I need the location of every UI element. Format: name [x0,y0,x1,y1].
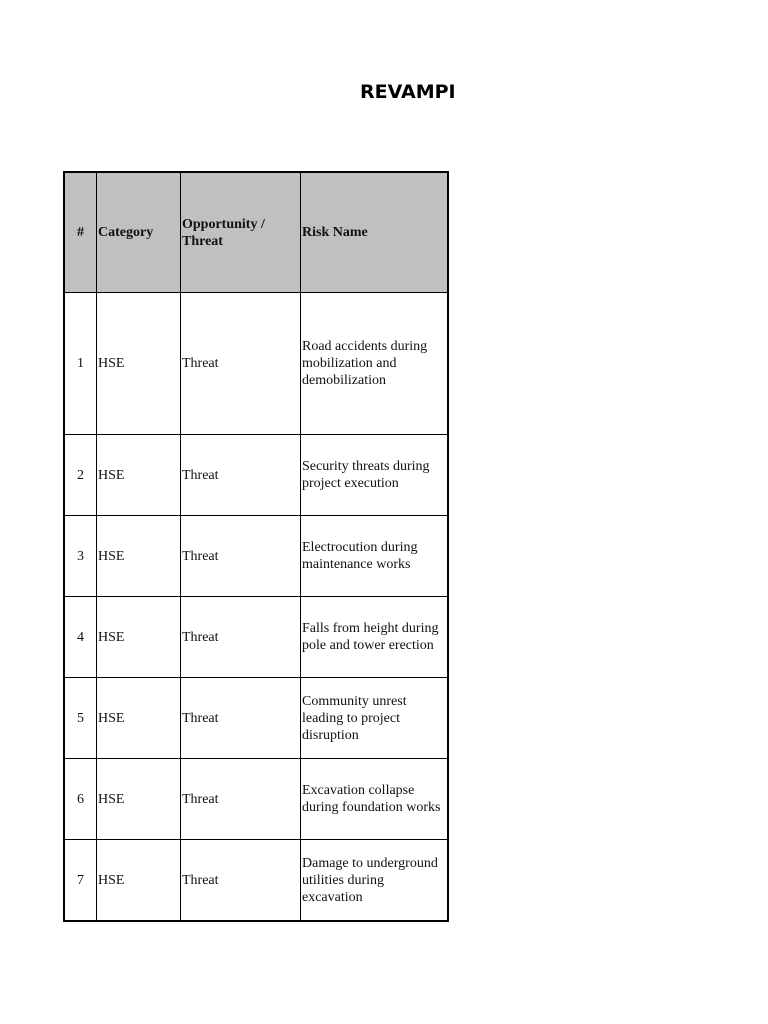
cell-number: 7 [64,840,97,922]
cell-risk-name: Electrocution during maintenance works [301,516,449,597]
cell-number: 3 [64,516,97,597]
page-title: REVAMPI [360,81,456,103]
table-row [64,435,448,516]
cell-type: Threat [181,597,301,678]
cell-category: HSE [97,293,181,435]
cell-number: 6 [64,759,97,840]
table-header [64,172,448,293]
cell-category: HSE [97,678,181,759]
cell-category: HSE [97,840,181,922]
cell-number: 4 [64,597,97,678]
cell-type: Threat [181,293,301,435]
cell-number: 1 [64,293,97,435]
header-category: Category [97,172,181,293]
header-risk-name: Risk Name [301,172,449,293]
cell-risk-name: Community unrest leading to project disruption [301,678,449,759]
cell-type: Threat [181,516,301,597]
cell-risk-name: Damage to underground utilities during excavation [301,840,449,922]
cell-risk-name: Falls from height during pole and tower erection [301,597,449,678]
cell-type: Threat [181,840,301,922]
table-row [64,840,448,922]
table-row [64,516,448,597]
cell-type: Threat [181,435,301,516]
cell-risk-name: Road accidents during mobilization and demobilization [301,293,449,435]
table-row [64,293,448,435]
cell-risk-name: Security threats during project execution [301,435,449,516]
cell-category: HSE [97,759,181,840]
cell-number: 2 [64,435,97,516]
table-row [64,597,448,678]
risk-register-table [63,171,449,922]
cell-category: HSE [97,597,181,678]
cell-type: Threat [181,759,301,840]
cell-number: 5 [64,678,97,759]
header-opportunity-threat: Opportunity / Threat [181,172,301,293]
table-body [64,293,448,922]
table-row [64,759,448,840]
table-row [64,678,448,759]
cell-category: HSE [97,435,181,516]
header-number: # [64,172,97,293]
cell-risk-name: Excavation collapse during foundation works [301,759,449,840]
header-row [64,172,448,293]
cell-category: HSE [97,516,181,597]
cell-type: Threat [181,678,301,759]
